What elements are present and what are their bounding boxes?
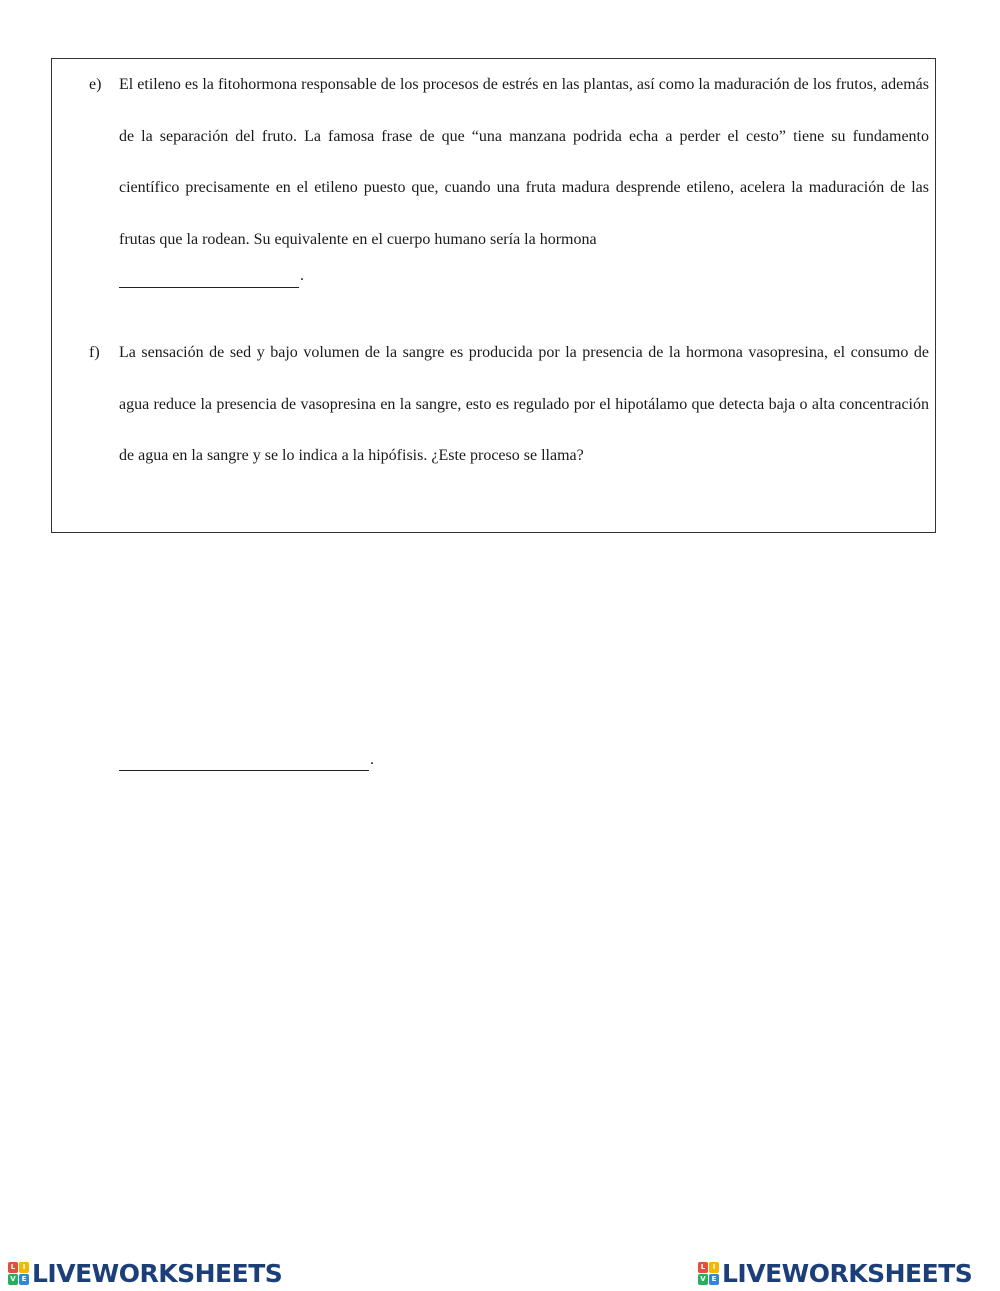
- logo-mark-letter: L: [698, 1262, 708, 1273]
- logo-text: LIVEWORKSHEETS: [722, 1258, 973, 1288]
- logo-mark-letter: I: [19, 1262, 29, 1273]
- logo-mark-letter: E: [709, 1274, 719, 1285]
- logo-mark-letter: L: [8, 1262, 18, 1273]
- answer-line-e[interactable]: [119, 265, 299, 288]
- logo-mark-letter: E: [19, 1274, 29, 1285]
- logo-mark-icon: [698, 1262, 719, 1285]
- liveworksheets-logo: [698, 1258, 972, 1288]
- question-marker: e): [89, 76, 102, 93]
- logo-text: LIVEWORKSHEETS: [32, 1258, 283, 1288]
- logo-mark-letter: V: [8, 1274, 18, 1285]
- liveworksheets-logo: [8, 1258, 282, 1288]
- answer-period: .: [300, 267, 304, 284]
- logo-mark-letter: I: [709, 1262, 719, 1273]
- worksheet-box: [51, 58, 936, 768]
- answer-period: .: [370, 751, 374, 768]
- logo-mark-icon: [8, 1262, 29, 1285]
- answer-line-f[interactable]: [119, 748, 369, 771]
- question-marker: f): [89, 344, 100, 361]
- question-text: El etileno es la fitohormona responsable de los procesos de estrés en las plantas, así como la maduración de los frutos, además de la separación del fruto. La famosa frase de que “una manzana podrida echa a perder el cesto” tiene su fundamento científico precisamente en el etileno puesto que, cuando una fruta madura desprende etileno, acelera la maduración de las frutas que la rodean. Su equivalente en el cuerpo humano sería la hormona: [119, 76, 929, 248]
- answer-input-e[interactable]: [119, 267, 299, 287]
- answer-input-f[interactable]: [119, 750, 369, 770]
- question-text: La sensación de sed y bajo volumen de la sangre es producida por la presencia de la hormona vasopresina, el consumo de agua reduce la presencia de vasopresina en la sangre, esto es regulado por el hipotálamo que detecta baja o alta concentración de agua en la sangre y se lo indica a la hipófisis. ¿Este proceso se llama?: [119, 344, 929, 464]
- logo-mark-letter: V: [698, 1274, 708, 1285]
